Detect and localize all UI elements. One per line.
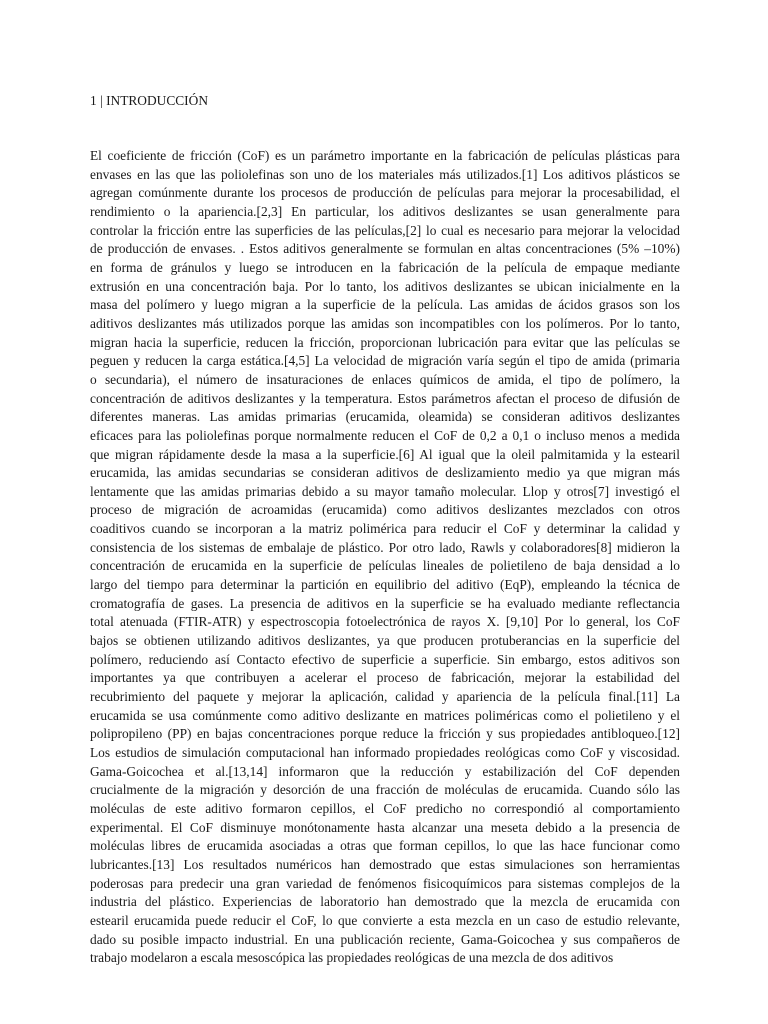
text-line: de producción de envases. . Estos aditivos generalmente se formulan en altas concentraciones (5% –10%) xyxy=(90,241,680,257)
text-line: dado su posible impacto industrial. En una publicación reciente, Gama-Goicochea y sus compañeros de xyxy=(90,931,680,947)
text-line: polímero, reduciendo así Contacto efectivo de superficie a superficie. Sin embargo, estos aditivos son xyxy=(90,651,680,667)
text-line: polipropileno (PP) en bajas concentraciones porque reduce la fricción y sus propiedades antibloqueo.[12] xyxy=(90,726,680,742)
text-line: Gama-Goicochea et al.[13,14] informaron que la reducción y estabilización del CoF dependen xyxy=(90,763,680,779)
text-line: erucamida, las amidas secundarias se consideran aditivos de deslizamiento medio ya que migran más xyxy=(90,465,680,481)
text-line: bajos se obtienen utilizando aditivos deslizantes, ya que producen protuberancias en la superficie del xyxy=(90,633,680,649)
text-line: migran hacia la superficie, reducen la fricción, proporcionan lubricación para evitar que las películas se xyxy=(90,334,680,350)
text-line: lentamente que las amidas primarias debido a su mayor tamaño molecular. Llop y otros[7] investigó el xyxy=(90,483,680,499)
text-line: moléculas de este aditivo formaron cepillos, el CoF predicho no correspondió al comportamiento xyxy=(90,800,680,816)
text-line: total atenuada (FTIR-ATR) y espectroscopia fotoelectrónica de rayos X. [9,10] Por lo general, los CoF xyxy=(90,614,680,630)
text-line: peguen y reducen la carga estática.[4,5] La velocidad de migración varía según el tipo de amida (primaria xyxy=(90,353,680,369)
text-line: recubrimiento del paquete y mejorar la aplicación, calidad y apariencia de la película final.[11] La xyxy=(90,689,680,705)
body-paragraph xyxy=(90,147,680,968)
text-line: crucialmente de la migración y desorción de una fracción de moléculas de erucamida. Cuando sólo las xyxy=(90,782,680,798)
text-line: envases en las que las poliolefinas son uno de los materiales más utilizados.[1] Los aditivos plásticos se xyxy=(90,166,680,182)
text-line: masa del polímero y luego migran a la superficie de la película. Las amidas de ácidos grasos son los xyxy=(90,297,680,313)
text-line: controlar la fricción entre las superficies de las películas,[2] lo cual es necesario para mejorar la velocidad xyxy=(90,222,680,238)
text-line: El coeficiente de fricción (CoF) es un parámetro importante en la fabricación de películas plásticas para xyxy=(90,148,680,163)
text-line: importantes ya que contribuyen a acelerar el proceso de fabricación, mejorar la estabilidad del xyxy=(90,670,680,686)
text-line: diferentes maneras. Las amidas primarias (erucamida, oleamida) se consideran aditivos deslizantes xyxy=(90,409,680,425)
text-line: aditivos deslizantes más utilizados porque las amidas son incompatibles con los polímeros. Por lo tanto, xyxy=(90,315,680,331)
text-line: erucamida se usa comúnmente como aditivo deslizante en matrices poliméricas como el polietileno y el xyxy=(90,707,680,723)
text-line: coaditivos cuando se incorporan a la matriz polimérica para reducir el CoF y determinar la calidad y xyxy=(90,521,680,537)
text-line: largo del tiempo para determinar la partición en equilibrio del aditivo (EqP), empleando la técnica de xyxy=(90,577,680,593)
section-heading: 1 | INTRODUCCIÓN xyxy=(90,93,208,108)
text-line: industria del plástico. Experiencias de laboratorio han demostrado que la mezcla de erucamida con xyxy=(90,894,680,910)
text-line: moléculas libres de erucamida asociadas a otras que forman cepillos, lo que las hace funcionar como xyxy=(90,838,680,854)
text-line: concentración de aditivos deslizantes y la temperatura. Estos parámetros afectan el proceso de difusión de xyxy=(90,390,680,406)
document-page xyxy=(90,0,680,1024)
text-line: eficaces para las poliolefinas porque normalmente reducen el CoF de 0,2 a 0,1 o incluso menos a medida xyxy=(90,427,680,443)
text-line: concentración de erucamida en la superficie de películas lineales de polietileno de baja densidad a lo xyxy=(90,558,680,574)
text-line: extrusión en una concentración baja. Por lo tanto, los aditivos deslizantes se ubican inicialmente en la xyxy=(90,278,680,294)
text-line: Los estudios de simulación computacional han informado propiedades reológicas como CoF y viscosidad. xyxy=(90,745,680,760)
text-line: consistencia de los sistemas de embalaje de plástico. Por otro lado, Rawls y colaboradores[8] midieron la xyxy=(90,539,680,555)
text-line: estearil erucamida puede reducir el CoF, lo que convierte a esta mezcla en un caso de estudio relevante, xyxy=(90,912,680,928)
text-line: cromatografía de gases. La presencia de aditivos en la superficie se ha evaluado mediante reflectancia xyxy=(90,595,680,611)
text-line: experimental. El CoF disminuye monótonamente hasta alcanzar una meseta debido a la presencia de xyxy=(90,819,680,835)
text-line: lubricantes.[13] Los resultados numéricos han demostrado que estas simulaciones son herramientas xyxy=(90,856,680,872)
text-line: o secundaria), el número de insaturaciones de enlaces químicos de amida, el tipo de polímero, la xyxy=(90,371,680,387)
text-line: poderosas para predecir una gran variedad de fenómenos fisicoquímicos para sistemas complejos de la xyxy=(90,875,680,891)
text-line: proceso de migración de acroamidas (erucamida) como aditivos deslizantes mezclados con otros xyxy=(90,502,680,518)
text-line: trabajo modelaron a escala mesoscópica las propiedades reológicas de una mezcla de dos aditivos xyxy=(90,950,614,966)
text-line: que migran rápidamente desde la masa a la superficie.[6] Al igual que la oleil palmitamida y la estearil xyxy=(90,446,680,462)
text-line: agregan comúnmente durante los procesos de producción de películas para mejorar la procesabilidad, el xyxy=(90,185,680,201)
text-line: rendimiento o la apariencia.[2,3] En particular, los aditivos deslizantes se usan generalmente para xyxy=(90,203,680,219)
text-line: en forma de gránulos y luego se introducen en la fabricación de la película de empaque mediante xyxy=(90,259,680,275)
